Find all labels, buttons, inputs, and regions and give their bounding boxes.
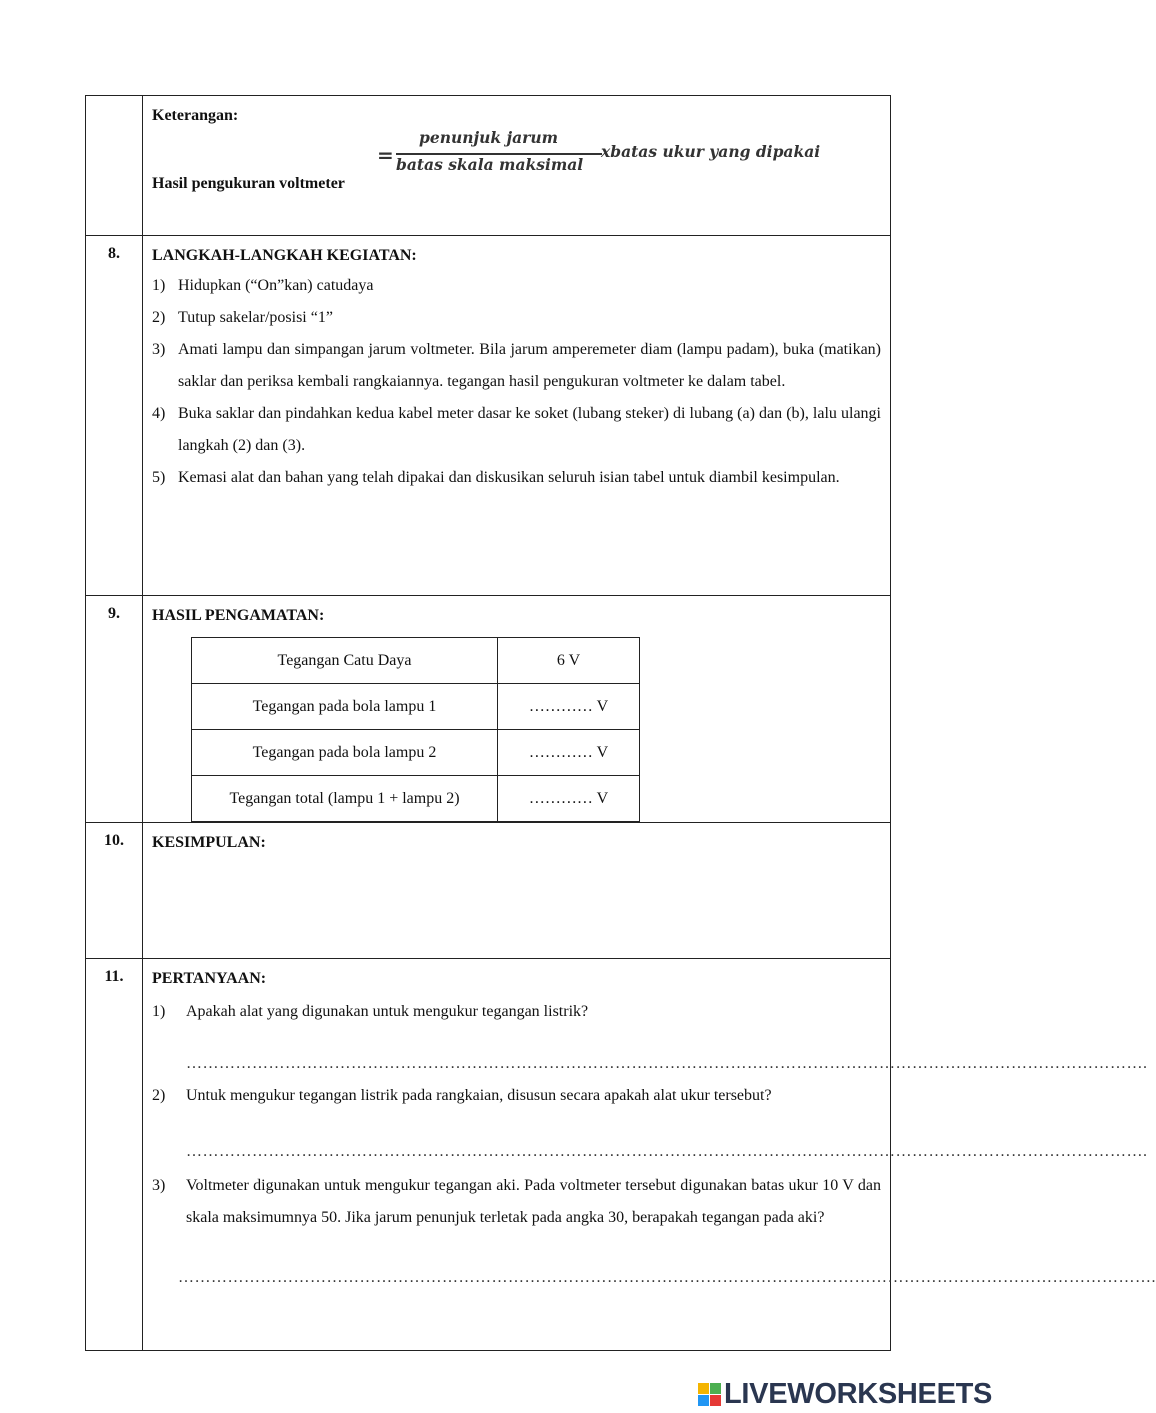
formula-block (152, 104, 881, 226)
question-2: 2) Untuk mengukur tegangan listrik pada rangkaian, disusun secara apakah alat ukur tersebut? (152, 1087, 772, 1104)
section-10-row (86, 823, 891, 959)
liveworksheets-logo (698, 1378, 992, 1411)
list-item: 2) Tutup sakelar/posisi “1” (152, 309, 333, 326)
table-row (192, 776, 640, 822)
section-8-title: LANGKAH-LANGKAH KEGIATAN: (152, 247, 417, 264)
observation-label: Tegangan total (lampu 1 + lampu 2) (192, 776, 498, 822)
list-item: 1) Hidupkan (“On”kan) catudaya (152, 277, 374, 294)
section-9-row (86, 596, 891, 823)
info-number-cell (86, 96, 143, 236)
section-8-content (143, 236, 891, 596)
observation-label: Tegangan pada bola lampu 2 (192, 730, 498, 776)
brand-name: LIVEWORKSHEETS (724, 1378, 993, 1410)
observation-table (191, 637, 640, 822)
section-10-content[interactable] (143, 823, 891, 959)
steps-list (152, 270, 881, 494)
section-11-number: 11. (86, 959, 143, 1351)
section-9-content (143, 596, 891, 823)
question-1: 1) Apakah alat yang digunakan untuk mengukur tegangan listrik? (152, 1003, 589, 1020)
formula-label: Hasil pengukuran voltmeter (152, 175, 345, 192)
observation-value: 6 V (498, 638, 640, 684)
observation-value-blank[interactable]: ………… V (498, 684, 640, 730)
info-row (86, 96, 891, 236)
table-row (192, 638, 640, 684)
table-row (192, 730, 640, 776)
table-row (192, 684, 640, 730)
observation-value-blank[interactable]: ………… V (498, 776, 640, 822)
section-10-number: 10. (86, 823, 143, 959)
observation-label: Tegangan pada bola lampu 1 (192, 684, 498, 730)
question-3: 3) Voltmeter digunakan untuk mengukur tegangan aki. Pada voltmeter tersebut digunakan batas ukur 10 V dan skala maksimumnya 50. Jika jarum penunjuk terletak pada angka 30, berapakah tegangan pada aki? (152, 1177, 881, 1226)
observation-value-blank[interactable]: ………… V (498, 730, 640, 776)
observation-label: Tegangan Catu Daya (192, 638, 498, 684)
section-9-number: 9. (86, 596, 143, 823)
formula-multiplier: xbatas ukur yang dipakai (601, 142, 821, 161)
list-item: 3) Amati lampu dan simpangan jarum voltmeter. Bila jarum amperemeter diam (lampu padam), buka (matikan) saklar dan periksa kembali rangkaiannya. tegangan hasil pengukuran voltmeter ke dalam tabel. (152, 341, 881, 390)
formula-numerator: penunjuk jarum (419, 128, 559, 147)
worksheet-table (85, 95, 1156, 1351)
formula-denominator: batas skala maksimal (396, 155, 584, 174)
section-8-row (86, 236, 891, 596)
formula-equals: = (377, 143, 394, 167)
section-9-title: HASIL PENGAMATAN: (152, 607, 325, 624)
section-11-title: PERTANYAAN: (152, 970, 267, 987)
info-content-cell (143, 96, 891, 236)
answer-line-1[interactable]: …………………………………………………………………………………………………………………………………………………………. (186, 1055, 1148, 1072)
logo-mark-icon (698, 1383, 721, 1406)
answer-line-3[interactable]: ……………………………………………………………………………………………………………………………………………………………. (178, 1269, 1156, 1286)
section-8-number: 8. (86, 236, 143, 596)
section-11-content (143, 959, 1156, 1351)
section-10-title: KESIMPULAN: (152, 834, 266, 851)
answer-line-2[interactable]: …………………………………………………………………………………………………………………………………………………………. (186, 1143, 1148, 1160)
section-11-row (86, 959, 891, 1351)
list-item: 5) Kemasi alat dan bahan yang telah dipakai dan diskusikan seluruh isian tabel untuk diambil kesimpulan. (152, 469, 840, 486)
list-item: 4) Buka saklar dan pindahkan kedua kabel meter dasar ke soket (lubang steker) di lubang (a) dan (b), lalu ulangi langkah (2) dan (3). (152, 405, 881, 454)
info-label: Keterangan: (152, 107, 239, 124)
